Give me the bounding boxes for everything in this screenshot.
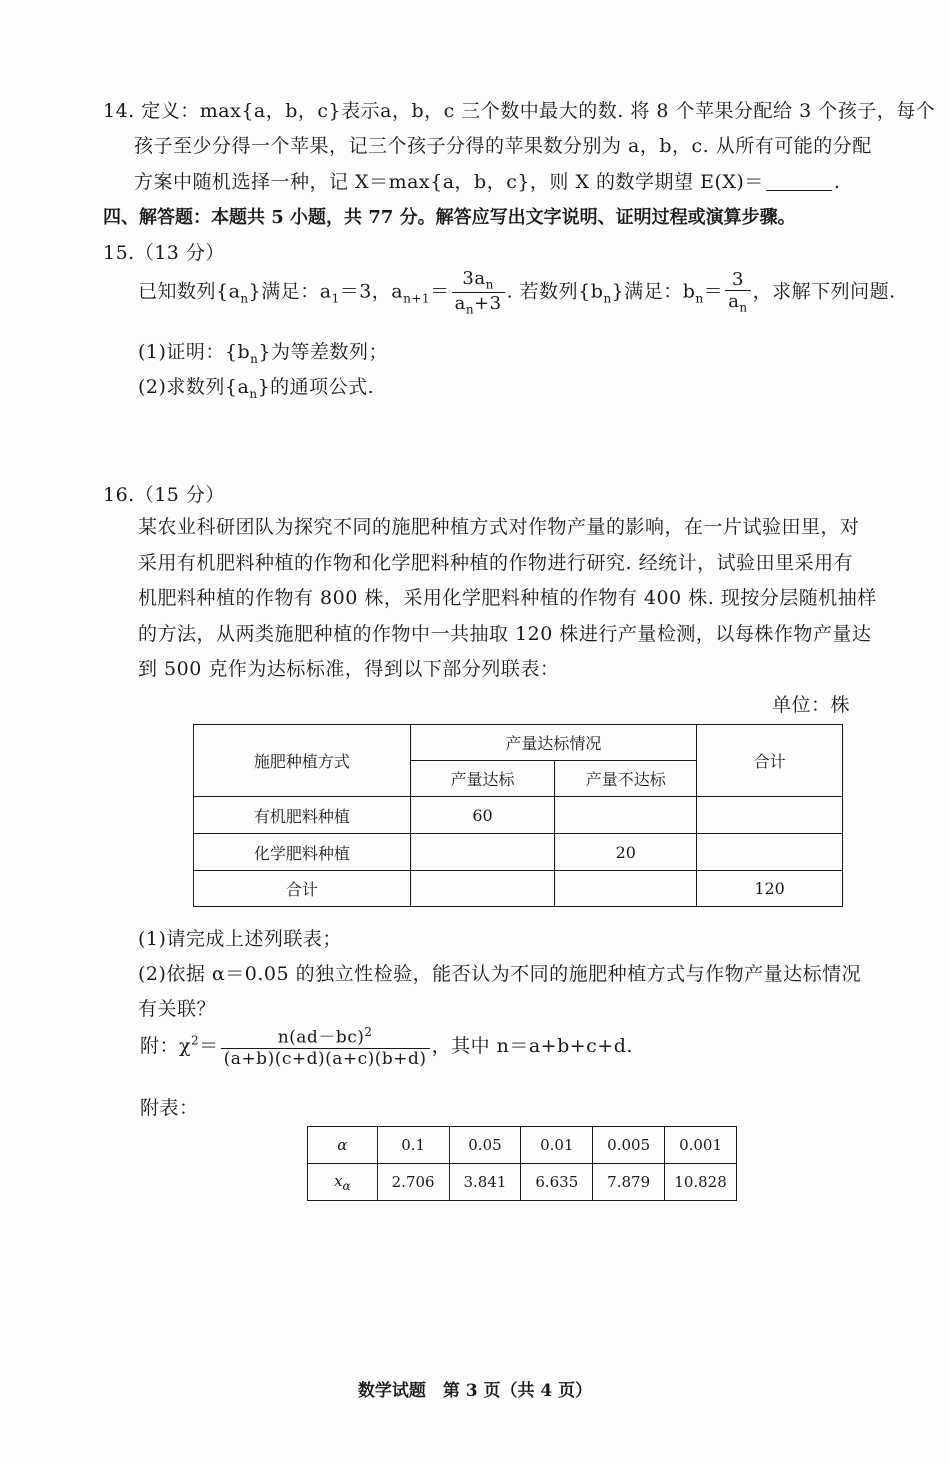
table-row <box>308 1164 737 1201</box>
section-heading: 四、解答题：本题共 5 小题，共 77 分。解答应写出文字说明、证明过程或演算步骤。 <box>103 207 796 228</box>
alpha-value: 0.01 <box>521 1127 593 1164</box>
table-row <box>194 797 843 834</box>
q15-stem-part: ＝ <box>430 280 450 303</box>
subscript: n <box>249 386 258 401</box>
q15-part1-text: (1)证明：{b <box>138 341 251 363</box>
header-total: 合计 <box>697 725 843 797</box>
cell-total <box>697 834 843 871</box>
q16-para-line: 到 500 克作为达标标准，得到以下部分列联表： <box>138 658 560 680</box>
q14-line3 <box>134 167 840 194</box>
x-value: 2.706 <box>377 1164 449 1201</box>
q16-para-line: 采用有机肥料种植的作物和化学肥料种植的作物进行研究. 经统计，试验田里采用有 <box>138 552 854 574</box>
q15-stem-part: }满足：a <box>248 280 332 303</box>
x-value: 6.635 <box>521 1164 593 1201</box>
q15-stem-part: }满足：b <box>611 280 696 303</box>
subscript: α <box>342 1178 351 1193</box>
contingency-table <box>193 724 843 907</box>
answer-blank <box>766 172 832 191</box>
table-row <box>194 834 843 871</box>
superscript: 2 <box>191 1033 200 1048</box>
q15-stem-part: ，求解下列问题. <box>752 280 896 303</box>
x-value: 10.828 <box>665 1164 737 1201</box>
q16-part2-line2: 有关联？ <box>138 998 217 1020</box>
q15-part2-text: }的通项公式. <box>257 376 375 398</box>
subscript: n+1 <box>403 291 431 306</box>
frac-num: n(ad－bc) <box>277 1027 365 1048</box>
q14-line3-text: 方案中随机选择一种，记 X＝max{a，b，c}，则 X 的数学期望 E(X)＝ <box>134 171 764 193</box>
cell-fail: 20 <box>555 834 697 871</box>
x-value: 7.879 <box>593 1164 665 1201</box>
row-label: 合计 <box>194 871 411 907</box>
unit-label: 单位：株 <box>772 694 851 716</box>
q15-stem <box>138 270 896 315</box>
cell-pass <box>410 871 555 907</box>
formula-eq: ＝ <box>199 1034 219 1057</box>
alpha-value: 0.05 <box>449 1127 521 1164</box>
x-label: x <box>334 1171 343 1190</box>
q16-para-line: 的方法，从两类施肥种植的作物中一共抽取 120 株进行产量检测，以每株作物产量达 <box>138 623 872 645</box>
subscript: n <box>485 277 494 292</box>
fraction-b <box>725 271 750 314</box>
chi-square-formula <box>140 1026 633 1068</box>
subscript: n <box>250 351 259 366</box>
q15-header: 15.（13 分） <box>103 242 225 264</box>
subscript: n <box>695 291 704 306</box>
table-row <box>194 871 843 907</box>
frac-num: 3 <box>731 269 744 291</box>
q15-part2-text: (2)求数列{a <box>138 376 250 398</box>
q14-line2: 孩子至少分得一个苹果，记三个孩子分得的苹果数分别为 a，b，c. 从所有可能的分配 <box>134 135 872 157</box>
cell-pass <box>410 834 555 871</box>
cell-pass: 60 <box>410 797 555 834</box>
q15-part2 <box>138 372 374 401</box>
q15-stem-part: ＝3，a <box>339 280 404 303</box>
q15-stem-part: . 若数列{b <box>506 280 604 303</box>
chi-square-ref-table <box>307 1126 737 1201</box>
x-alpha-label <box>308 1164 378 1201</box>
cell-total: 120 <box>697 871 843 907</box>
row-label: 有机肥料种植 <box>194 797 411 834</box>
attach-label: 附表： <box>140 1097 199 1119</box>
row-label: 化学肥料种植 <box>194 834 411 871</box>
x-value: 3.841 <box>449 1164 521 1201</box>
frac-num: 3a <box>462 268 486 289</box>
subscript: n <box>465 302 475 317</box>
cell-fail <box>555 871 697 907</box>
header-group: 产量达标情况 <box>410 725 697 761</box>
q14-line1: 14. 定义：max{a，b，c}表示a，b，c 三个数中最大的数. 将 8 个苹果分配给 3 个孩子，每个 <box>103 100 936 122</box>
frac-den: +3 <box>474 292 502 314</box>
cell-total <box>697 797 843 834</box>
alpha-label: α <box>308 1127 378 1164</box>
q15-stem-part: 已知数列{a <box>138 280 241 303</box>
header-method: 施肥种植方式 <box>194 725 411 797</box>
q15-stem-part: ＝ <box>703 280 724 303</box>
q15-part1-text: }为等差数列； <box>258 341 388 363</box>
fraction-a-next <box>452 270 505 315</box>
table-row <box>308 1127 737 1164</box>
subscript: n <box>603 291 612 306</box>
q16-part1: (1)请完成上述列联表； <box>138 928 342 950</box>
subscript: 1 <box>331 291 340 306</box>
q16-part2-line1: (2)依据 α＝0.05 的独立性检验，能否认为不同的施肥种植方式与作物产量达标情况 <box>138 963 862 985</box>
alpha-value: 0.001 <box>665 1127 737 1164</box>
q16-header: 16.（15 分） <box>103 484 225 506</box>
header-pass: 产量达标 <box>410 761 555 797</box>
frac-den: a <box>728 291 740 313</box>
frac-den: a <box>454 292 466 314</box>
subscript: n <box>739 300 748 315</box>
alpha-value: 0.1 <box>377 1127 449 1164</box>
q16-para-line: 机肥料种植的作物有 800 株，采用化学肥料种植的作物有 400 株. 现按分层随机抽样 <box>138 587 877 609</box>
q16-para-line: 某农业科研团队为探究不同的施肥种植方式对作物产量的影响，在一片试验田里，对 <box>138 516 860 538</box>
superscript: 2 <box>364 1025 373 1039</box>
header-fail: 产量不达标 <box>555 761 697 797</box>
subscript: n <box>240 291 249 306</box>
q15-part1 <box>138 337 388 366</box>
formula-prefix: 附：χ <box>140 1034 192 1057</box>
page-footer: 数学试题 第 3 页（共 4 页） <box>357 1381 593 1401</box>
cell-fail <box>555 797 697 834</box>
frac-den: (a+b)(c+d)(a+c)(b+d) <box>221 1048 430 1068</box>
q14-line3-period: . <box>833 171 841 193</box>
formula-suffix: ，其中 n＝a+b+c+d. <box>431 1034 633 1057</box>
chi-square-fraction <box>221 1026 430 1068</box>
alpha-value: 0.005 <box>593 1127 665 1164</box>
